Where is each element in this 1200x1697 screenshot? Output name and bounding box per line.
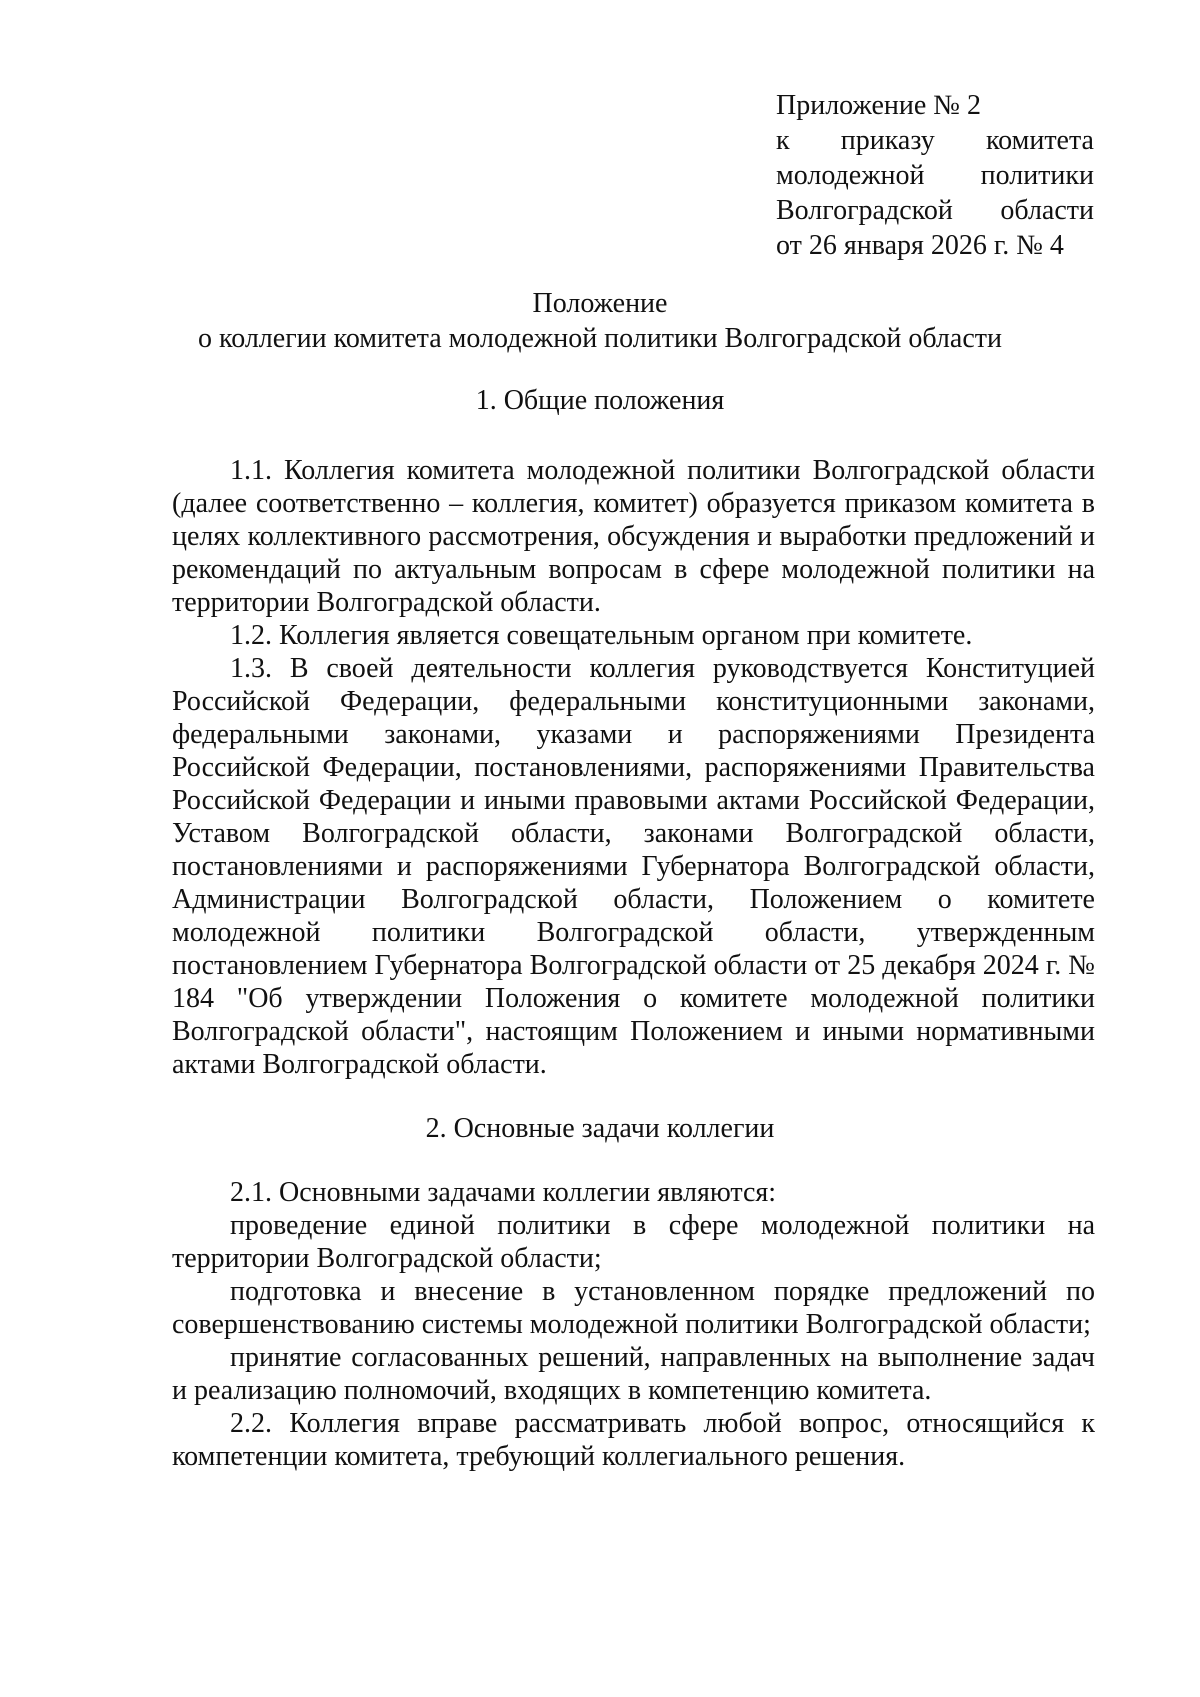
appendix-line: к приказу комитета (776, 125, 1094, 156)
title-line-2: о коллегии комитета молодежной политики Волгоградской области (198, 323, 1002, 354)
appendix-line: Волгоградской области (776, 195, 1094, 226)
paragraph: проведение единой политики в сфере молодежной политики на территории Волгоградской области; (172, 1210, 1095, 1274)
appendix-line: от 26 января 2026 г. № 4 (776, 230, 1064, 261)
paragraph: 1.1. Коллегия комитета молодежной политики Волгоградской области (далее соответственно – коллегия, комитет) образуется приказом комитета в целях коллективного рассмотрения, обсуждения и выработки предложений и рекомендаций по актуальным вопросам в сфере молодежной политики на территории Волгоградской области. (172, 455, 1095, 618)
appendix-header (776, 88, 1094, 263)
paragraph: 1.2. Коллегия является совещательным органом при комитете. (230, 620, 973, 651)
section-2-heading: 2. Основные задачи коллегии (425, 1113, 775, 1144)
section-1-body (172, 454, 1095, 1081)
appendix-line: Приложение № 2 (776, 90, 981, 121)
section-1-heading: 1. Общие положения (475, 385, 725, 416)
paragraph: 1.3. В своей деятельности коллегия руководствуется Конституцией Российской Федерации, федеральными конституционными законами, федеральными законами, указами и распоряжениями Президента Российской Федерации, постановлениями, распоряжениями Правительства Российской Федерации и иными правовыми актами Российской Федерации, Уставом Волгоградской области, законами Волгоградской области, постановлениями и распоряжениями Губернатора Волгоградской области, Администрации Волгоградской области, Положением о комитете молодежной политики Волгоградской области, утвержденным постановлением Губернатора Волгоградской области от 25 декабря 2024 г. № 184 "Об утверждении Положения о комитете молодежной политики Волгоградской области", настоящим Положением и иными нормативными актами Волгоградской области. (172, 653, 1095, 1080)
appendix-line: молодежной политики (776, 160, 1094, 191)
paragraph: 2.2. Коллегия вправе рассматривать любой вопрос, относящийся к компетенции комитета, требующий коллегиального решения. (172, 1408, 1095, 1472)
section-2-body (172, 1176, 1095, 1473)
title-line-1: Положение (532, 288, 668, 319)
paragraph: принятие согласованных решений, направленных на выполнение задач и реализацию полномочий, входящих в компетенцию комитета. (172, 1342, 1095, 1406)
paragraph: подготовка и внесение в установленном порядке предложений по совершенствованию системы молодежной политики Волгоградской области; (172, 1276, 1095, 1340)
paragraph: 2.1. Основными задачами коллегии являются: (230, 1177, 777, 1208)
document-title (0, 286, 1200, 356)
